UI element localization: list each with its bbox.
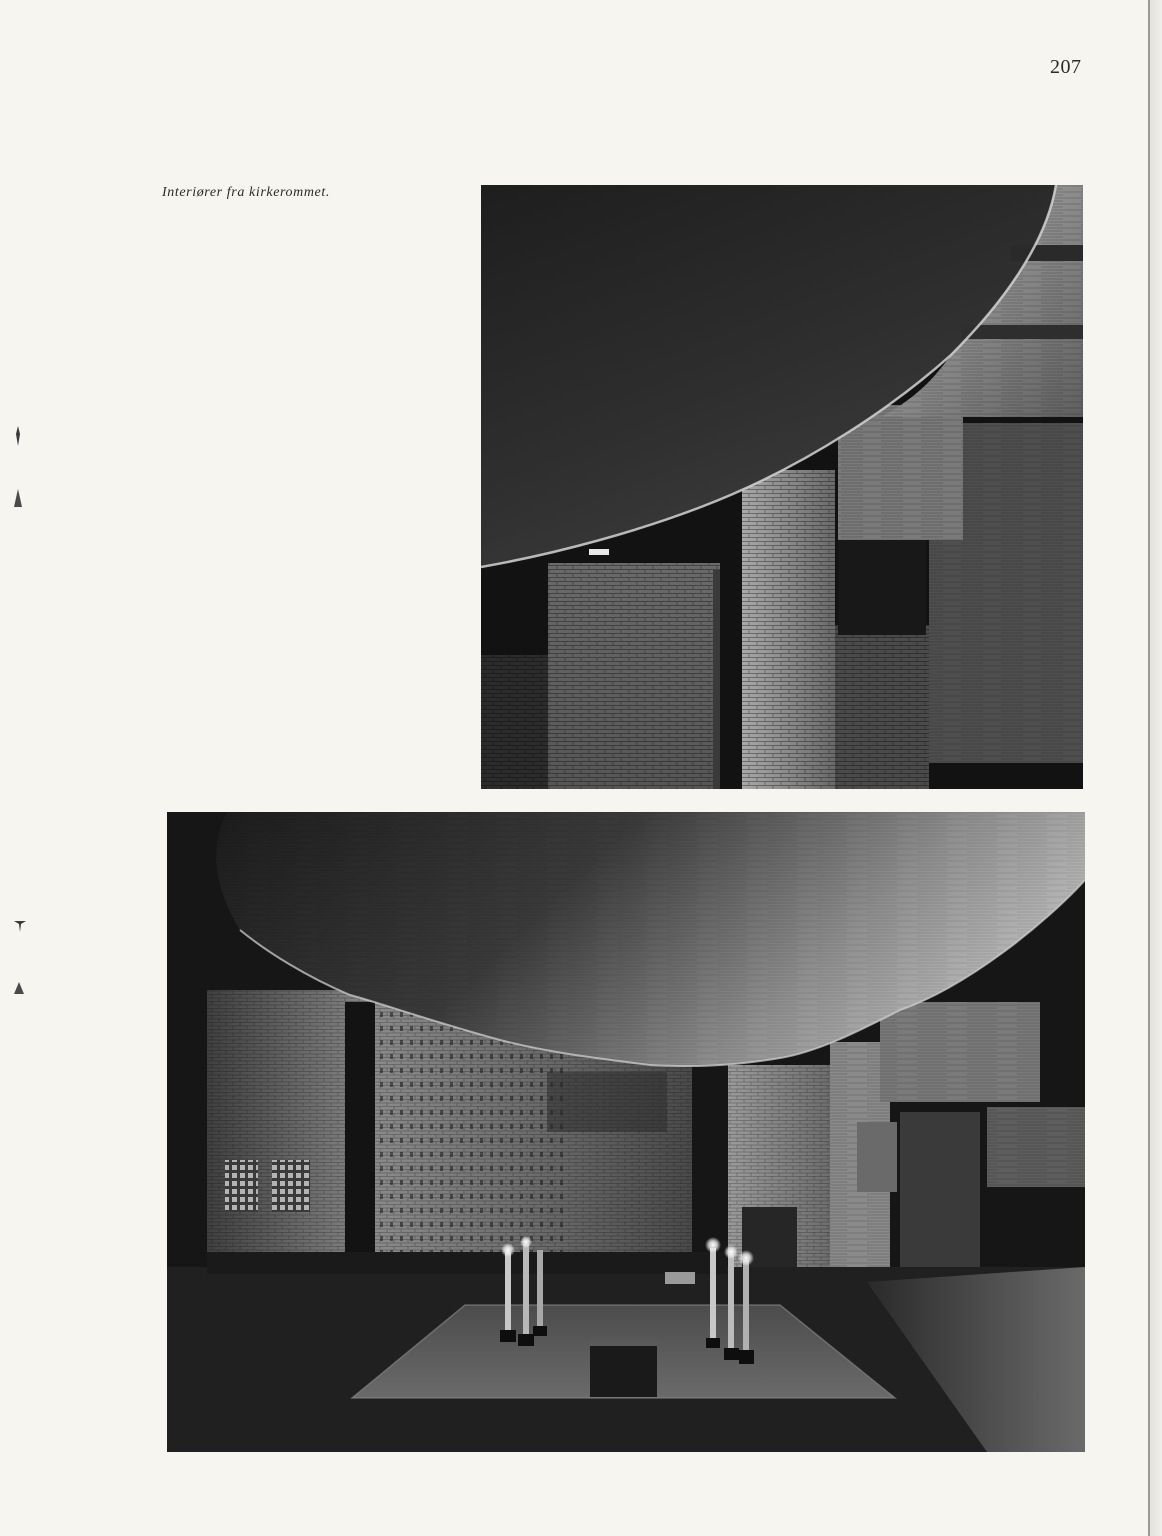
page-number: 207 xyxy=(1050,56,1082,78)
wall-column xyxy=(345,1002,375,1257)
binding-mark xyxy=(13,982,25,996)
candles-left xyxy=(500,1236,547,1346)
lit-brick-column xyxy=(742,470,835,789)
page-edge-strip xyxy=(1150,0,1162,1536)
light-fixture xyxy=(589,549,609,555)
altar-step-light xyxy=(665,1272,695,1284)
window-grille xyxy=(225,1160,258,1212)
binding-mark xyxy=(13,426,23,446)
photo-caption: Interiører fra kirkerommet. xyxy=(162,185,330,200)
photo-interior-top xyxy=(481,185,1083,789)
dark-wall-left xyxy=(481,655,548,789)
window-grille xyxy=(272,1160,310,1212)
altar-table xyxy=(590,1340,657,1397)
brick-recess xyxy=(835,625,929,789)
candles-right xyxy=(705,1237,754,1364)
photo-interior-altar xyxy=(167,812,1085,1452)
binding-mark xyxy=(14,918,26,932)
brick-block xyxy=(548,563,720,789)
binding-mark xyxy=(13,489,23,509)
